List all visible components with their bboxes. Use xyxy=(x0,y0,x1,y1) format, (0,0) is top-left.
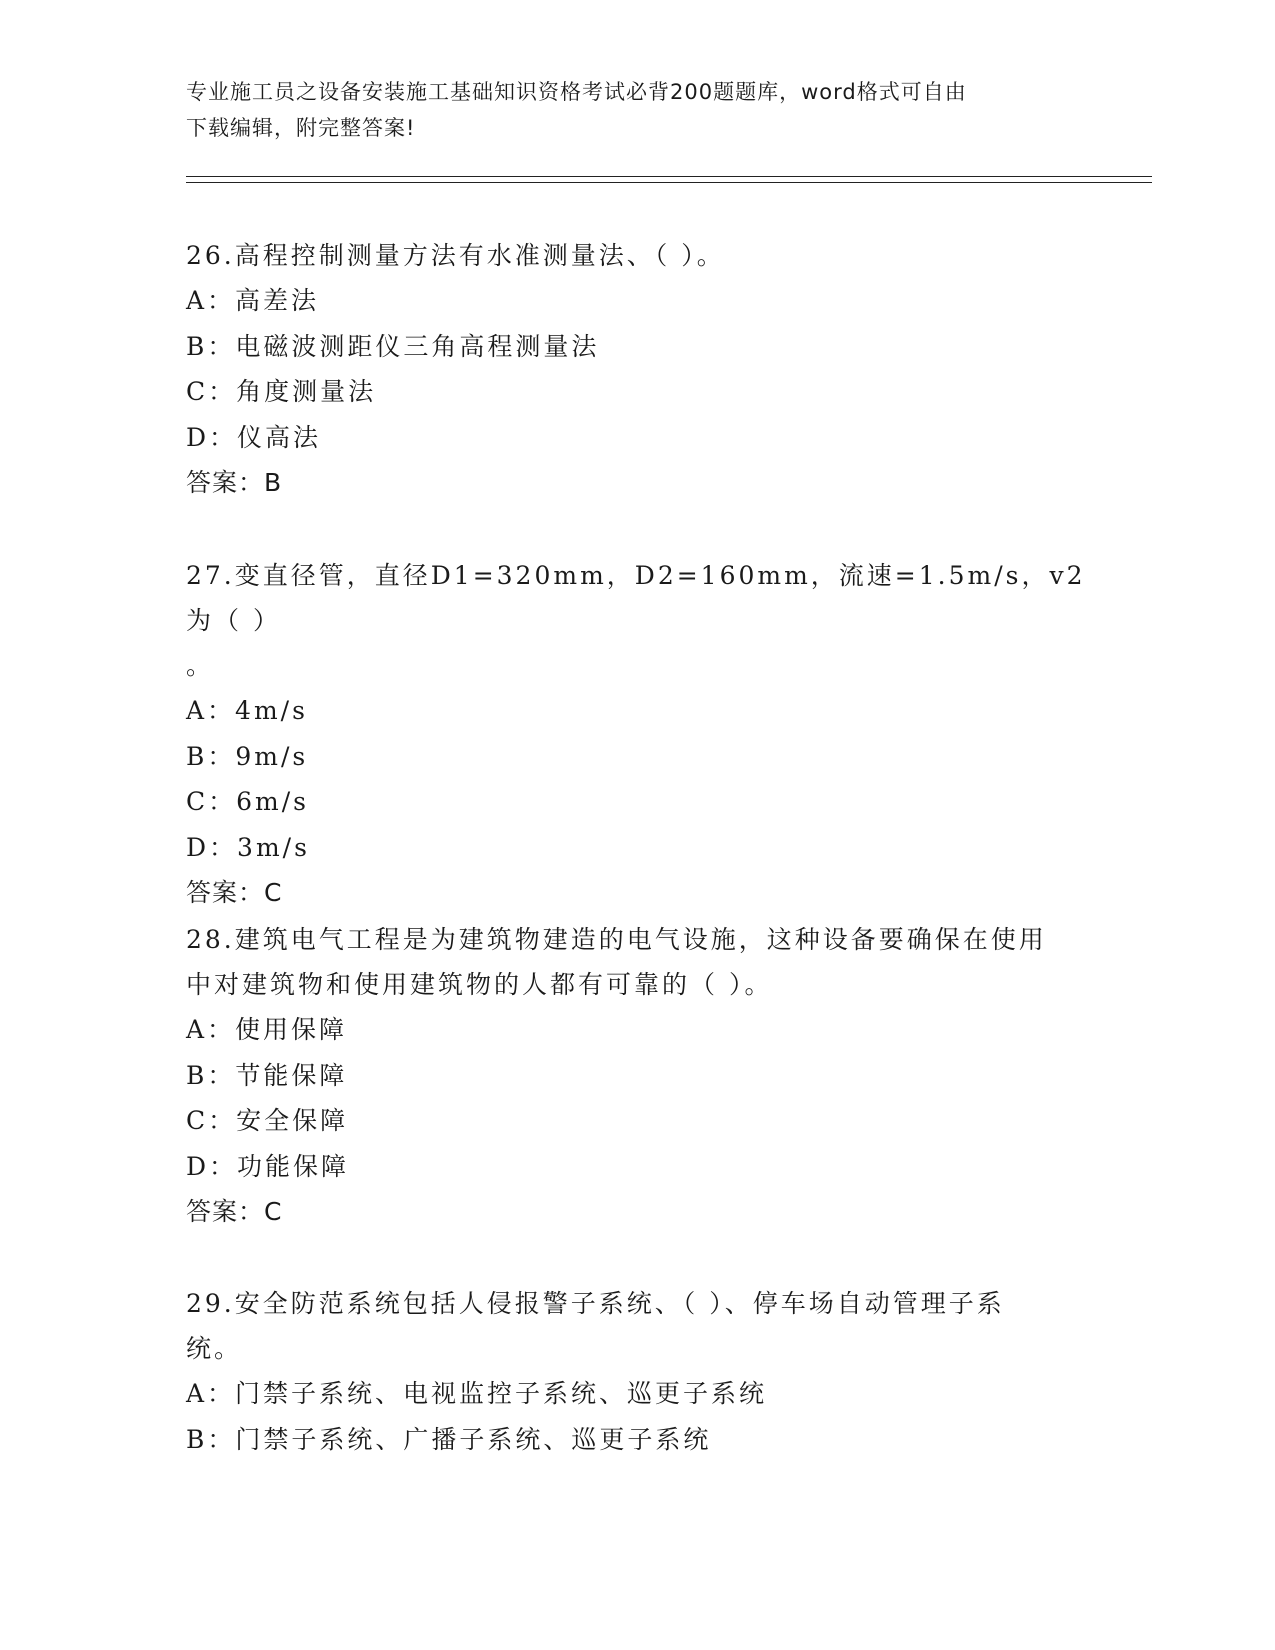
option-d: D：仪高法 xyxy=(186,422,322,452)
option-c: C：6m/s xyxy=(186,787,309,816)
option-d: D：功能保障 xyxy=(186,1151,350,1181)
question-29 xyxy=(186,1281,1086,1462)
question-stem: 26.高程控制测量方法有水准测量法、（ ）。 xyxy=(186,241,725,270)
option-b: B：节能保障 xyxy=(186,1060,348,1090)
header-line-2: 下载编辑，附完整答案! xyxy=(186,116,416,140)
option-d: D：3m/s xyxy=(186,832,310,862)
option-c: C：角度测量法 xyxy=(186,377,377,406)
header-divider-top xyxy=(186,176,1152,177)
option-b: B：电磁波测距仪三角高程测量法 xyxy=(186,331,600,361)
document-header xyxy=(186,74,1086,146)
question-stem-continued: 。 xyxy=(186,651,215,680)
answer-line: 答案：B xyxy=(186,468,283,497)
question-28 xyxy=(186,917,1086,1234)
option-a: A：高差法 xyxy=(186,286,320,315)
question-stem-continued: 中对建筑物和使用建筑物的人都有可靠的（ ）。 xyxy=(186,970,773,999)
option-c: C：安全保障 xyxy=(186,1106,349,1135)
question-stem: 27.变直径管，直径D1=320mm，D2=160mm，流速=1.5m/s，v2为（ ） xyxy=(186,561,1086,635)
answer-line: 答案：C xyxy=(186,878,283,907)
answer-line: 答案：C xyxy=(186,1197,283,1226)
header-line-1: 专业施工员之设备安装施工基础知识资格考试必背200题题库，word格式可自由 xyxy=(186,80,967,104)
option-b: B：门禁子系统、广播子系统、巡更子系统 xyxy=(186,1424,712,1454)
option-a: A：使用保障 xyxy=(186,1015,348,1044)
question-stem-continued: 统。 xyxy=(186,1334,243,1363)
header-divider-bottom xyxy=(186,182,1152,183)
option-a: A：门禁子系统、电视监控子系统、巡更子系统 xyxy=(186,1379,768,1408)
question-27 xyxy=(186,553,1086,915)
question-stem: 29.安全防范系统包括人侵报警子系统、（ ）、停车场自动管理子系 xyxy=(186,1289,1005,1318)
question-26 xyxy=(186,233,1086,505)
option-b: B：9m/s xyxy=(186,741,309,771)
question-stem: 28.建筑电气工程是为建筑物建造的电气设施，这种设备要确保在使用 xyxy=(186,925,1047,954)
option-a: A：4m/s xyxy=(186,696,308,725)
